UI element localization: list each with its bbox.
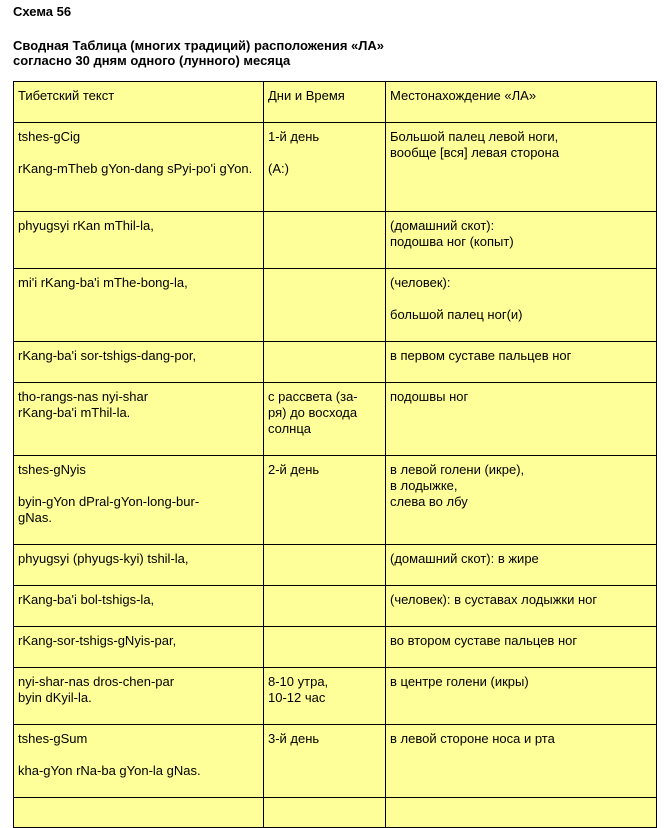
table-row: [14, 342, 657, 383]
location-text: в левой голени (икре),: [390, 462, 525, 477]
tibetan-cell: [14, 725, 264, 798]
time-text: 10-12 час: [268, 690, 326, 705]
table-heading: [13, 38, 384, 68]
tibetan-text: byin dKyil-la.: [18, 690, 92, 705]
location-text: в лодыжке,: [390, 478, 458, 493]
tibetan-cell: [14, 798, 264, 828]
table-row: [14, 456, 657, 545]
location-cell: [386, 269, 657, 342]
tibetan-day-name: tshes-gCig: [18, 129, 81, 144]
tibetan-text: nyi-shar-nas dros-chen-par: [18, 674, 175, 689]
days-cell: [264, 212, 386, 269]
tibetan-day-name: tshes-gNyis: [18, 462, 86, 477]
tibetan-text: phyugsyi (phyugs-kyi) tshil-la,: [18, 551, 189, 566]
days-cell: [264, 342, 386, 383]
tibetan-cell: [14, 627, 264, 668]
location-text: в центре голени (икры): [390, 674, 529, 689]
location-cell: [386, 123, 657, 212]
location-cell: [386, 545, 657, 586]
days-cell: [264, 725, 386, 798]
header-la-location: Местонахождение «ЛА»: [386, 82, 657, 123]
tibetan-text: rKang-mTheb gYon-dang sPyi-po'i gYon.: [18, 161, 253, 176]
days-cell: [264, 627, 386, 668]
day-label: 2-й день: [268, 462, 320, 477]
location-cell: [386, 342, 657, 383]
la-location-table: [13, 81, 657, 828]
location-text: вообще [вся] левая сторона: [390, 145, 560, 160]
location-text: подошва ног (копыт): [390, 234, 514, 249]
table-heading-line-2: согласно 30 дням одного (лунного) месяца: [13, 53, 291, 68]
tibetan-cell: [14, 383, 264, 456]
location-text: в первом суставе пальцев ног: [390, 348, 572, 363]
tibetan-text: rKang-ba'i bol-tshigs-la,: [18, 592, 155, 607]
location-cell: [386, 798, 657, 828]
location-text: подошвы ног: [390, 389, 469, 404]
days-cell: [264, 123, 386, 212]
time-text: 8-10 утра,: [268, 674, 329, 689]
table-row: [14, 269, 657, 342]
location-text: большой палец ног(и): [390, 307, 523, 322]
location-cell: [386, 586, 657, 627]
tibetan-text: kha-gYon rNa-ba gYon-la gNas.: [18, 763, 201, 778]
time-text: с рассвета (за-: [268, 389, 358, 404]
location-text: (домашний скот): в жире: [390, 551, 539, 566]
location-cell: [386, 627, 657, 668]
tibetan-cell: [14, 456, 264, 545]
header-tibetan-text: Тибетский текст: [14, 82, 264, 123]
table-row: [14, 212, 657, 269]
header-days-time: Дни и Время: [264, 82, 386, 123]
location-cell: [386, 383, 657, 456]
tibetan-text: rKang-sor-tshigs-gNyis-par,: [18, 633, 177, 648]
days-cell: [264, 668, 386, 725]
day-label: 3-й день: [268, 731, 320, 746]
day-note: (A:): [268, 161, 289, 176]
scheme-title: Схема 56: [13, 4, 72, 19]
tibetan-cell: [14, 545, 264, 586]
table-row: [14, 725, 657, 798]
table-row: [14, 123, 657, 212]
location-text: (человек):: [390, 275, 451, 290]
table-row: [14, 668, 657, 725]
days-cell: [264, 545, 386, 586]
table-row: [14, 627, 657, 668]
day-label: 1-й день: [268, 129, 320, 144]
days-cell: [264, 586, 386, 627]
location-text: в левой стороне носа и рта: [390, 731, 555, 746]
location-text: слева во лбу: [390, 494, 468, 509]
tibetan-text: mi'i rKang-ba'i mThe-bong-la,: [18, 275, 188, 290]
tibetan-text: phyugsyi rKan mThil-la,: [18, 218, 154, 233]
location-cell: [386, 456, 657, 545]
time-text: ря) до восхода: [268, 405, 358, 420]
tibetan-cell: [14, 212, 264, 269]
tibetan-cell: [14, 342, 264, 383]
tibetan-cell: [14, 269, 264, 342]
table-row: [14, 586, 657, 627]
location-cell: [386, 668, 657, 725]
location-cell: [386, 212, 657, 269]
tibetan-text: rKang-ba'i sor-tshigs-dang-por,: [18, 348, 197, 363]
tibetan-cell: [14, 586, 264, 627]
tibetan-text: rKang-ba'i mThil-la.: [18, 405, 131, 420]
table-row: [14, 383, 657, 456]
tibetan-text: tho-rangs-nas nyi-shar: [18, 389, 149, 404]
days-cell: [264, 269, 386, 342]
location-text: во втором суставе пальцев ног: [390, 633, 578, 648]
days-cell: [264, 798, 386, 828]
tibetan-text: gNas.: [18, 510, 52, 525]
days-cell: [264, 456, 386, 545]
tibetan-day-name: tshes-gSum: [18, 731, 88, 746]
tibetan-cell: [14, 123, 264, 212]
location-text: (человек): в суставах лодыжки ног: [390, 592, 598, 607]
location-text: Большой палец левой ноги,: [390, 129, 559, 144]
tibetan-cell: [14, 668, 264, 725]
location-cell: [386, 725, 657, 798]
table-row: [14, 798, 657, 828]
table-heading-line-1: Сводная Таблица (многих традиций) расположения «ЛА»: [13, 38, 385, 53]
table-header-row: [14, 82, 657, 123]
location-text: (домашний скот):: [390, 218, 495, 233]
time-text: солнца: [268, 421, 312, 436]
days-cell: [264, 383, 386, 456]
tibetan-text: byin-gYon dPral-gYon-long-bur-: [18, 494, 200, 509]
table-row: [14, 545, 657, 586]
